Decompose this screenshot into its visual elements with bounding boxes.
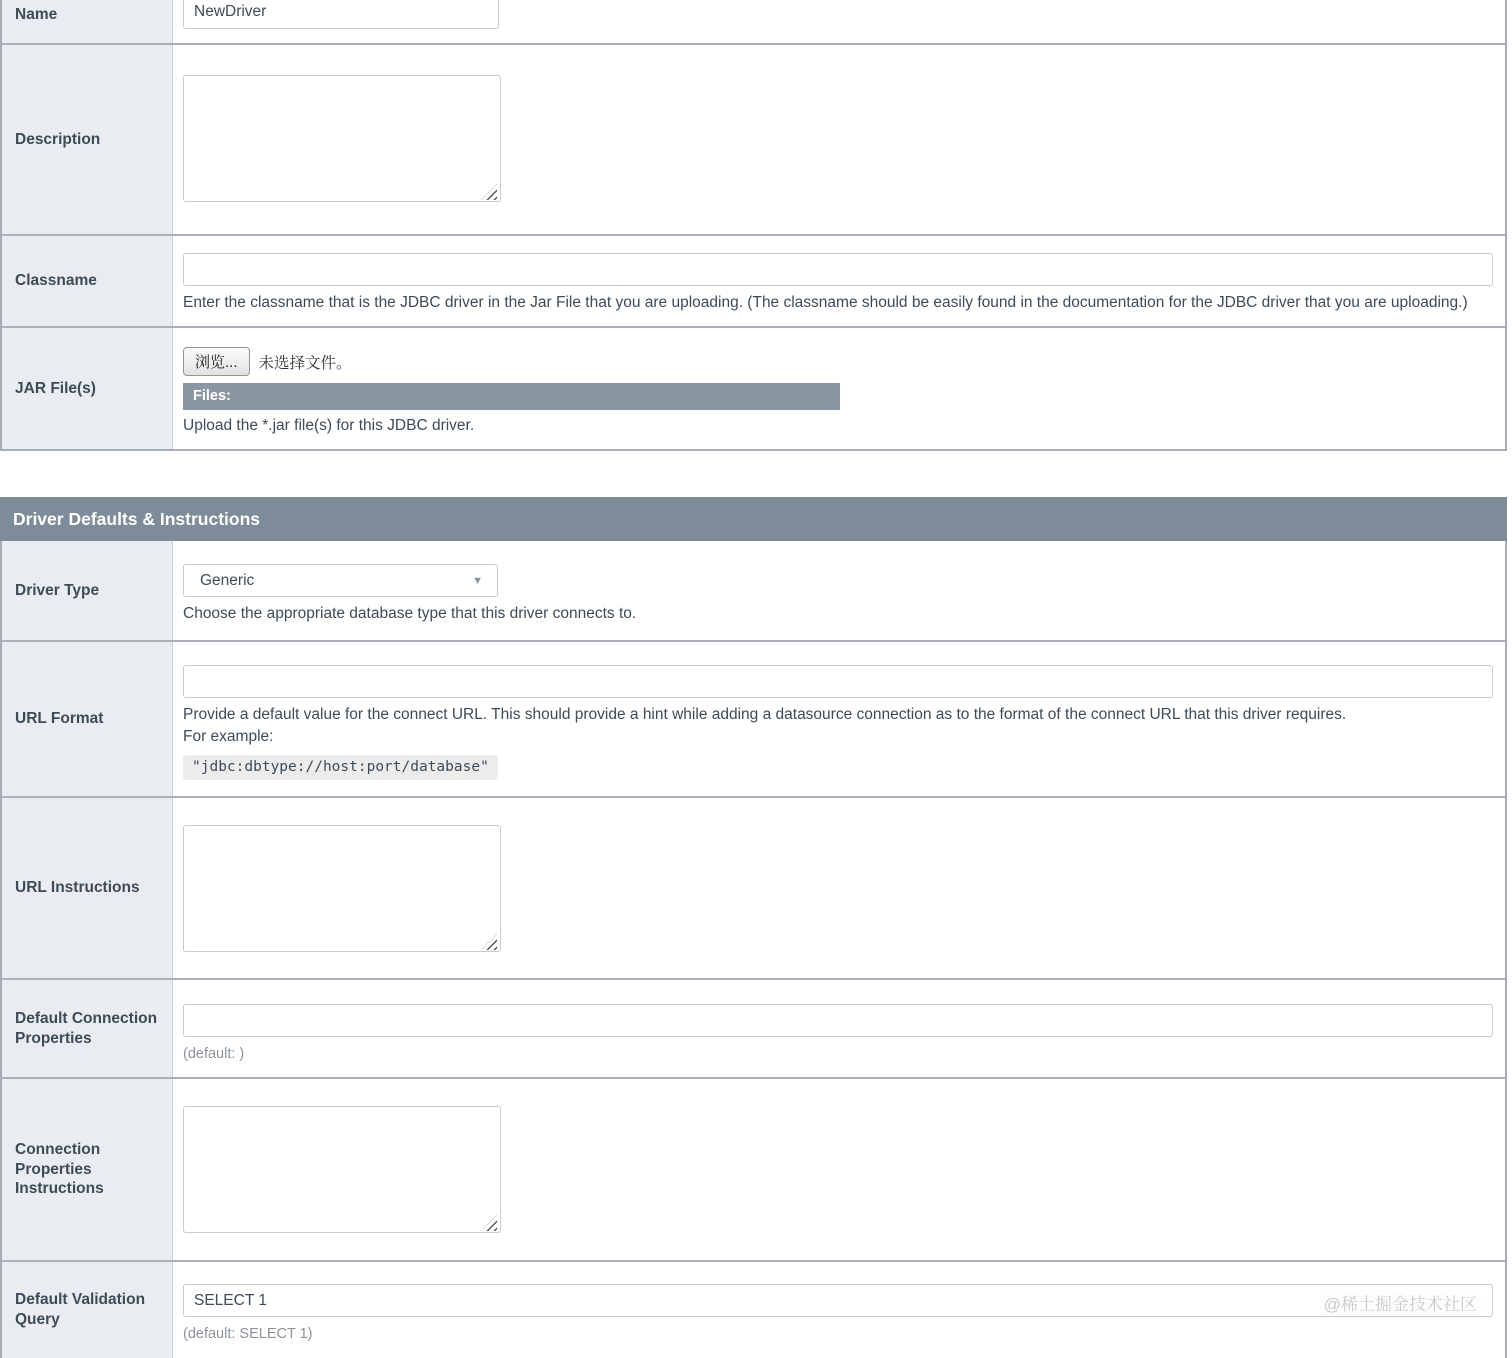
default-connection-properties-default-note: (default: ) bbox=[183, 1046, 245, 1062]
no-file-selected-text: 未选择文件。 bbox=[258, 354, 352, 372]
browse-file-button[interactable]: 浏览... bbox=[183, 347, 250, 376]
description-content bbox=[173, 45, 1505, 234]
default-validation-query-input[interactable] bbox=[183, 1284, 1493, 1317]
url-format-input[interactable] bbox=[183, 665, 1493, 698]
driver-type-select[interactable] bbox=[183, 564, 498, 597]
watermark-text: @稀土掘金技术社区 bbox=[1320, 1290, 1481, 1315]
classname-help: Enter the classname that is the JDBC driver in the Jar File that you are uploading. (The classname should be easily found in the documentation for the JDBC driver that you are uploading.) bbox=[183, 294, 1468, 311]
name-label: Name bbox=[2, 0, 173, 43]
row-driver-type bbox=[2, 541, 1505, 642]
driver-defaults-table bbox=[0, 541, 1507, 1358]
default-validation-query-label: Default Validation Query bbox=[2, 1262, 173, 1358]
default-connection-properties-label: Default Connection Properties bbox=[2, 980, 173, 1077]
driver-main-table bbox=[0, 0, 1507, 451]
url-format-label: URL Format bbox=[2, 642, 173, 796]
section-header-driver-defaults: Driver Defaults & Instructions bbox=[0, 497, 1507, 541]
url-instructions-label: URL Instructions bbox=[2, 798, 173, 978]
files-bar: Files: bbox=[183, 383, 840, 410]
row-jar-files bbox=[2, 328, 1505, 451]
default-connection-properties-input[interactable] bbox=[183, 1004, 1493, 1037]
row-default-connection-properties bbox=[2, 980, 1505, 1079]
url-instructions-textarea[interactable] bbox=[183, 825, 501, 952]
row-url-instructions bbox=[2, 798, 1505, 980]
url-instructions-content bbox=[173, 798, 1505, 978]
url-format-example-code: "jdbc:dbtype://host:port/database" bbox=[183, 755, 498, 780]
name-input[interactable] bbox=[183, 0, 499, 29]
row-name bbox=[2, 0, 1505, 45]
description-label: Description bbox=[2, 45, 173, 234]
row-description bbox=[2, 45, 1505, 236]
driver-type-label: Driver Type bbox=[2, 541, 173, 640]
description-textarea[interactable] bbox=[183, 75, 501, 202]
jar-files-label: JAR File(s) bbox=[2, 328, 173, 449]
row-classname bbox=[2, 236, 1505, 328]
name-content bbox=[173, 0, 1505, 43]
chevron-down-icon: ▼ bbox=[472, 574, 483, 587]
row-url-format bbox=[2, 642, 1505, 798]
url-format-content bbox=[173, 642, 1505, 796]
driver-type-content bbox=[173, 541, 1505, 640]
connection-properties-instructions-content bbox=[173, 1079, 1505, 1260]
connection-properties-instructions-textarea[interactable] bbox=[183, 1106, 501, 1233]
default-connection-properties-content bbox=[173, 980, 1505, 1077]
default-validation-query-default-note: (default: SELECT 1) bbox=[183, 1326, 313, 1342]
driver-type-help: Choose the appropriate database type that this driver connects to. bbox=[183, 605, 637, 622]
driver-type-selected-value: Generic bbox=[200, 571, 255, 589]
jar-files-content bbox=[173, 328, 1505, 449]
classname-label: Classname bbox=[2, 236, 173, 326]
row-connection-properties-instructions bbox=[2, 1079, 1505, 1262]
connection-properties-instructions-label: Connection Properties Instructions bbox=[2, 1079, 173, 1260]
classname-input[interactable] bbox=[183, 253, 1493, 286]
url-format-help: Provide a default value for the connect URL. This should provide a hint while adding a datasource connection as to the format of the connect URL that this driver requires. bbox=[183, 706, 1347, 723]
classname-content bbox=[173, 236, 1505, 326]
jar-upload-help: Upload the *.jar file(s) for this JDBC driver. bbox=[183, 417, 475, 434]
url-format-example-label: For example: bbox=[183, 728, 274, 745]
